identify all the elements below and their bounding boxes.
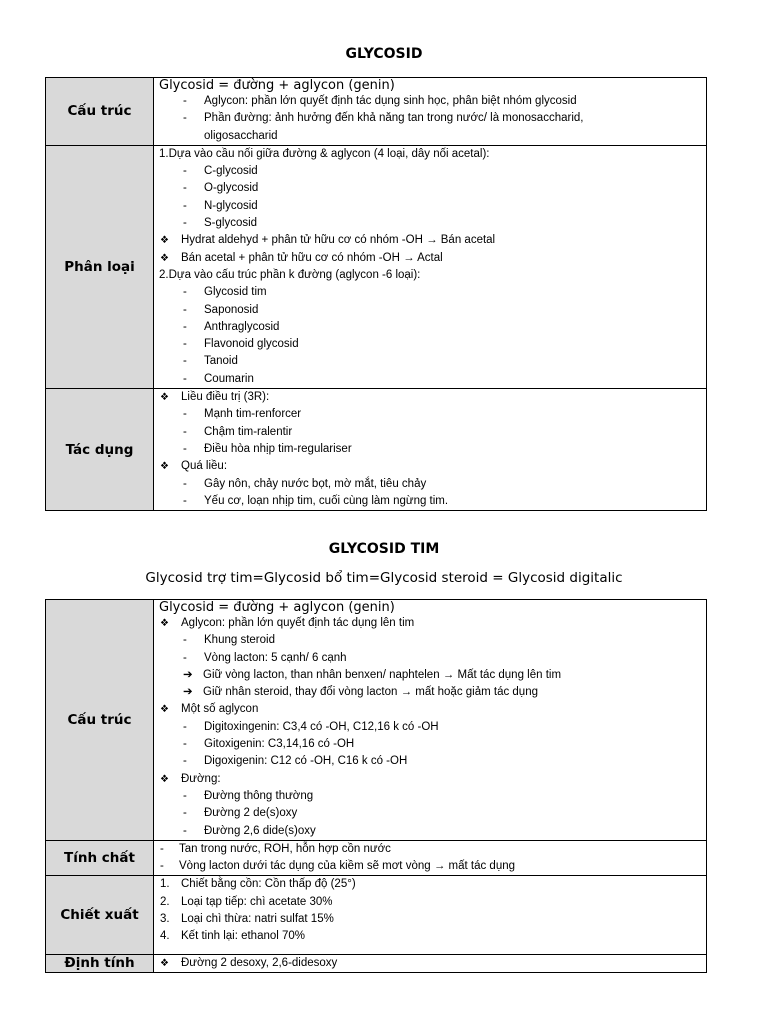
list-item: - Đường 2 de(s)oxy: [159, 805, 706, 822]
section-heading: 1.Dựa vào cầu nối giữa đường & aglycon (4 loại, dây nối acetal):: [159, 147, 490, 160]
numbered-item: 1. Chiết bằng cồn: Cồn thấp độ (25°): [159, 876, 706, 893]
dash-marker: -: [183, 651, 187, 664]
dash-marker: -: [183, 824, 187, 837]
row-content: [154, 145, 707, 388]
row-content: [154, 389, 707, 511]
row-label: Tính chất: [46, 840, 154, 876]
row-tac-dung: [46, 389, 707, 511]
dash-marker: -: [183, 286, 187, 299]
diamond-bullet-icon: ❖: [160, 704, 169, 716]
dash-marker: -: [183, 112, 187, 125]
dash-marker: -: [183, 738, 187, 751]
list-item: - Tan trong nước, ROH, hỗn hợp cồn nước: [159, 841, 706, 858]
section-subtitle: Glycosid trợ tim=Glycosid bổ tim=Glycosid steroid = Glycosid digitalic: [145, 570, 623, 586]
formula: Glycosid = đường + aglycon (genin): [159, 78, 395, 93]
list-item: - Glycosid tim: [159, 284, 706, 301]
list-item: - Saponosid: [159, 302, 706, 319]
row-dinh-tinh: [46, 954, 707, 972]
list-item: - Mạnh tim-renforcer: [159, 406, 706, 423]
row-content: [154, 840, 707, 876]
step-number: 4.: [160, 930, 170, 943]
section-heading: 2.Dựa vào cấu trúc phần k đường (aglycon -6 loại):: [159, 268, 421, 281]
dash-marker: -: [183, 303, 187, 316]
bullet-item: ❖ Một số aglycon: [159, 701, 706, 718]
list-item: - Chậm tim-ralentir: [159, 424, 706, 441]
glycosid-table: [45, 77, 707, 511]
step-number: 2.: [160, 895, 170, 908]
list-item: - Flavonoid glycosid: [159, 336, 706, 353]
dash-marker: -: [183, 634, 187, 647]
dash-marker: -: [183, 494, 187, 507]
list-item: - Coumarin: [159, 371, 706, 388]
bullet-item: ❖ Quá liều:: [159, 458, 706, 475]
dash-marker: -: [183, 425, 187, 438]
dash-marker: -: [183, 807, 187, 820]
row-label: Tác dụng: [46, 389, 154, 511]
dash-marker: -: [160, 860, 164, 873]
row-cau-truc: [46, 600, 707, 841]
row-content: [154, 600, 707, 841]
row-phan-loai: [46, 145, 707, 388]
list-item: - Vòng lacton dưới tác dụng của kiềm sẽ mơt vòng → mất tác dụng: [159, 858, 706, 875]
dash-marker: -: [183, 720, 187, 733]
dash-marker: -: [183, 408, 187, 421]
numbered-item: 2. Loại tạp tiếp: chì acetate 30%: [159, 894, 706, 911]
dash-marker: -: [183, 442, 187, 455]
document-title: GLYCOSID: [345, 46, 423, 62]
dash-marker: -: [183, 95, 187, 107]
list-item: - Khung steroid: [159, 632, 706, 649]
diamond-bullet-icon: ❖: [160, 461, 169, 473]
dash-marker: -: [183, 199, 187, 212]
dash-marker: -: [183, 217, 187, 230]
dash-marker: -: [183, 320, 187, 333]
diamond-bullet-icon: ❖: [160, 957, 169, 969]
list-item: - Tanoid: [159, 353, 706, 370]
arrow-right-icon: ➔: [183, 686, 193, 699]
arrow-item: ➔ Giữ vòng lacton, than nhân benxen/ naphtelen → Mất tác dụng lên tim: [159, 667, 706, 684]
dash-marker: -: [183, 165, 187, 178]
dash-marker: -: [183, 477, 187, 490]
row-label: Định tính: [46, 954, 154, 972]
dash-marker: -: [183, 755, 187, 768]
step-number: 3.: [160, 913, 170, 926]
numbered-item: 3. Loại chì thừa: natri sulfat 15%: [159, 911, 706, 928]
formula: Glycosid = đường + aglycon (genin): [159, 600, 395, 615]
dash-marker: -: [183, 338, 187, 351]
dash-marker: -: [183, 355, 187, 368]
list-item: - C-glycosid: [159, 163, 706, 180]
section-title: GLYCOSID TIM: [328, 541, 440, 557]
dash-marker: -: [183, 372, 187, 385]
list-item: - Gitoxigenin: C3,14,16 có -OH: [159, 736, 706, 753]
list-item: - O-glycosid: [159, 180, 706, 197]
row-chiet-xuat: [46, 876, 707, 954]
step-number: 1.: [160, 878, 170, 891]
row-content: [154, 954, 707, 972]
bullet-item: ❖ Đường:: [159, 771, 706, 788]
dash-marker: -: [183, 182, 187, 195]
row-label: Chiết xuất: [46, 876, 154, 954]
arrow-right-icon: ➔: [183, 668, 193, 681]
arrow-item: ➔ Giữ nhân steroid, thay đổi vòng lacton → mất hoặc giảm tác dụng: [159, 684, 706, 701]
diamond-bullet-icon: ❖: [160, 773, 169, 785]
list-item: - Yếu cơ, loạn nhịp tim, cuối cùng làm ngừng tim.: [159, 493, 706, 510]
row-cau-truc: [46, 78, 707, 146]
list-item: - Điều hòa nhịp tim-regulariser: [159, 441, 706, 458]
bullet-item: ❖ Aglycon: phần lớn quyết định tác dụng lên tim: [159, 615, 706, 632]
row-tinh-chat: [46, 840, 707, 876]
list-item: - Anthraglycosid: [159, 319, 706, 336]
diamond-bullet-icon: ❖: [160, 235, 169, 247]
dash-marker: -: [160, 842, 164, 855]
dash-marker: -: [183, 789, 187, 802]
list-item: - Đường thông thường: [159, 788, 706, 805]
list-item: - Digoxigenin: C12 có -OH, C16 k có -OH: [159, 753, 706, 770]
row-label: Cấu trúc: [46, 78, 154, 146]
row-content: [154, 876, 707, 954]
list-item: - Gây nôn, chảy nước bọt, mờ mắt, tiêu chảy: [159, 476, 706, 493]
list-item: - Vòng lacton: 5 cạnh/ 6 cạnh: [159, 650, 706, 667]
row-label: Cấu trúc: [46, 600, 154, 841]
diamond-bullet-icon: ❖: [160, 392, 169, 404]
bullet-item: ❖ Liều điều trị (3R):: [159, 389, 706, 406]
list-item: - Digitoxingenin: C3,4 có -OH, C12,16 k có -OH: [159, 719, 706, 736]
row-content: [154, 78, 707, 146]
glycosid-tim-table: [45, 599, 707, 973]
list-item-continued: oligosaccharid: [204, 129, 278, 142]
list-item: - Aglycon: phần lớn quyết định tác dụng sinh học, phân biệt nhóm glycosid: [159, 93, 706, 110]
diamond-bullet-icon: ❖: [160, 252, 169, 264]
list-item: - S-glycosid: [159, 215, 706, 232]
list-item: - N-glycosid: [159, 198, 706, 215]
row-label: Phân loại: [46, 145, 154, 388]
list-item: - Phần đường: ảnh hưởng đến khả năng tan trong nước/ là monosaccharid,: [159, 110, 706, 127]
numbered-item: 4. Kết tinh lại: ethanol 70%: [159, 928, 706, 953]
diamond-bullet-icon: ❖: [160, 618, 169, 629]
bullet-item: ❖ Bán acetal + phân tử hữu cơ có nhóm -OH → Actal: [159, 250, 706, 267]
bullet-item: ❖ Đường 2 desoxy, 2,6-didesoxy: [159, 955, 706, 972]
list-item: - Đường 2,6 dide(s)oxy: [159, 823, 706, 840]
bullet-item: ❖ Hydrat aldehyd + phân tử hữu cơ có nhóm -OH → Bán acetal: [159, 232, 706, 249]
